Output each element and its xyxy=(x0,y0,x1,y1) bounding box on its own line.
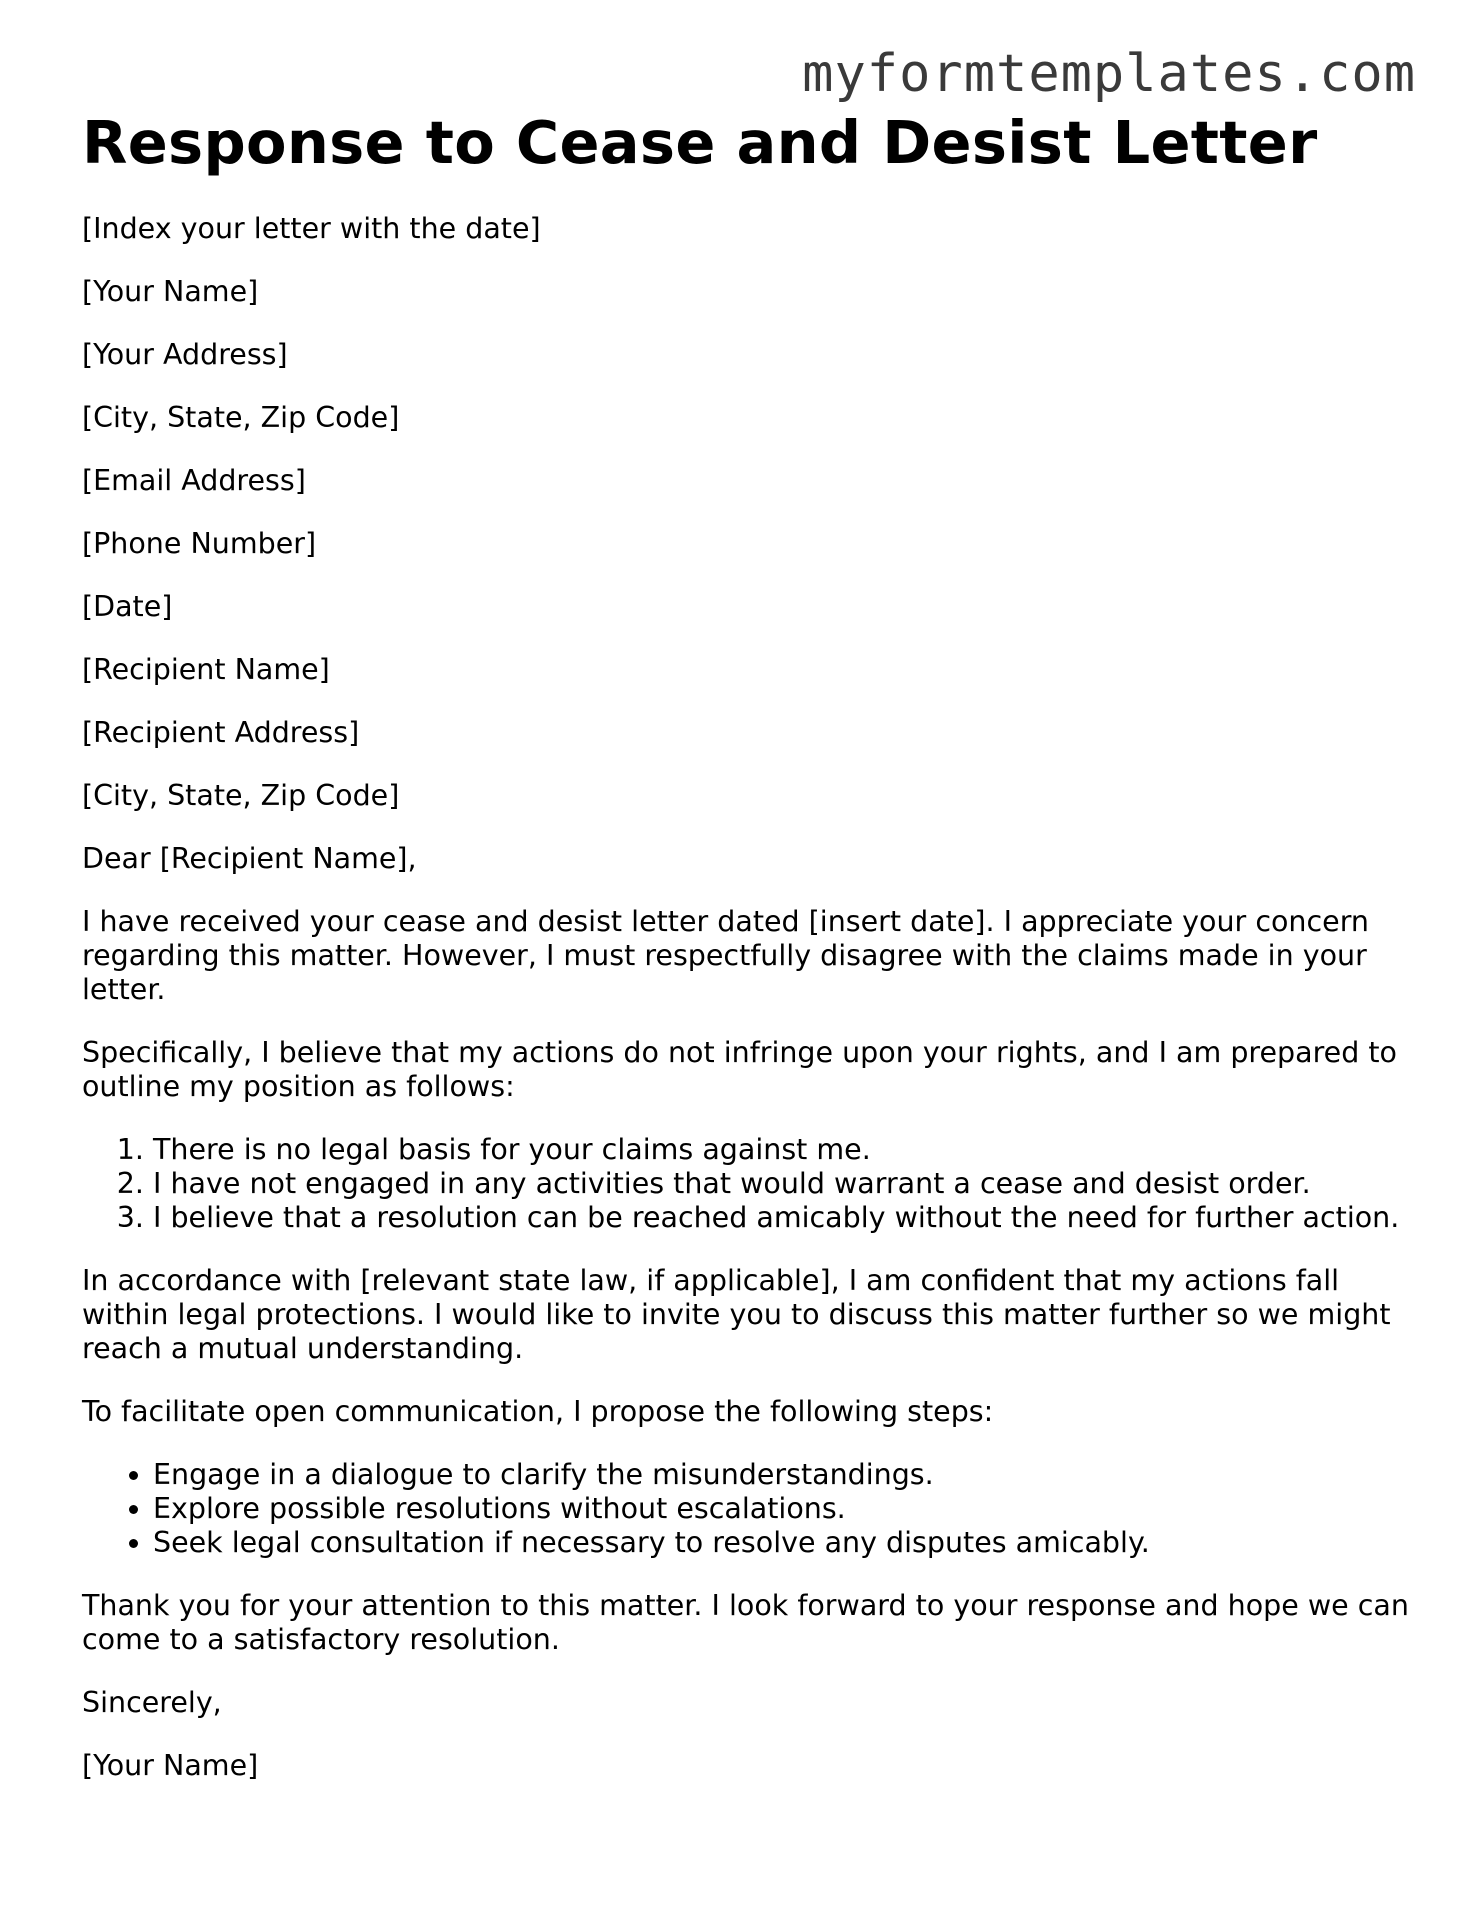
recipient-address-line: [Recipient Address] xyxy=(82,716,360,749)
date-index-line: [Index your letter with the date] xyxy=(82,212,541,245)
body-paragraph-position-intro: Specifically, I believe that my actions do not infringe upon your rights, and I am prepared to outline my position as follows: xyxy=(82,1036,1397,1103)
signature-name: [Your Name] xyxy=(82,1749,259,1782)
body-paragraph-legal-basis: In accordance with [relevant state law, if applicable], I am confident that my actions fall within legal protections. I would like to invite you to discuss this matter further so we might reach a mutual understanding. xyxy=(82,1264,1391,1365)
position-point: 1. There is no legal basis for your claims against me. xyxy=(153,1133,1412,1167)
body-paragraph-steps-intro: To facilitate open communication, I propose the following steps: xyxy=(82,1395,994,1428)
watermark-site-name: myformtemplates.com xyxy=(802,44,1416,104)
body-paragraph-received: I have received your cease and desist letter dated [insert date]. I appreciate your concern regarding this matter. However, I must respectfully disagree with the claims made in your letter. xyxy=(82,905,1369,1006)
recipient-name-line: [Recipient Name] xyxy=(82,653,330,686)
sender-city-state-zip-line: [City, State, Zip Code] xyxy=(82,401,400,434)
proposed-step: • Explore possible resolutions without escalations. xyxy=(153,1492,1412,1526)
sender-address-line: [Your Address] xyxy=(82,338,288,371)
proposed-step: • Engage in a dialogue to clarify the misunderstandings. xyxy=(153,1458,1412,1492)
sender-name-line: [Your Name] xyxy=(82,275,259,308)
proposed-step: • Seek legal consultation if necessary to resolve any disputes amicably. xyxy=(153,1526,1412,1560)
salutation: Dear [Recipient Name], xyxy=(82,842,417,875)
document-title: Response to Cease and Desist Letter xyxy=(82,108,1318,177)
position-point: 2. I have not engaged in any activities that would warrant a cease and desist order. xyxy=(153,1167,1412,1201)
closing-paragraph: Thank you for your attention to this matter. I look forward to your response and hope we can come to a satisfactory resolution. xyxy=(82,1589,1409,1656)
sender-phone-line: [Phone Number] xyxy=(82,527,317,560)
recipient-city-state-zip-line: [City, State, Zip Code] xyxy=(82,779,400,812)
proposed-steps-list xyxy=(82,1458,1412,1560)
sender-email-line: [Email Address] xyxy=(82,464,306,497)
position-points-list xyxy=(82,1133,1412,1235)
sign-off: Sincerely, xyxy=(82,1686,222,1719)
letter-document xyxy=(82,108,1412,1812)
date-line: [Date] xyxy=(82,590,173,623)
position-point: 3. I believe that a resolution can be reached amicably without the need for further action. xyxy=(153,1201,1412,1235)
